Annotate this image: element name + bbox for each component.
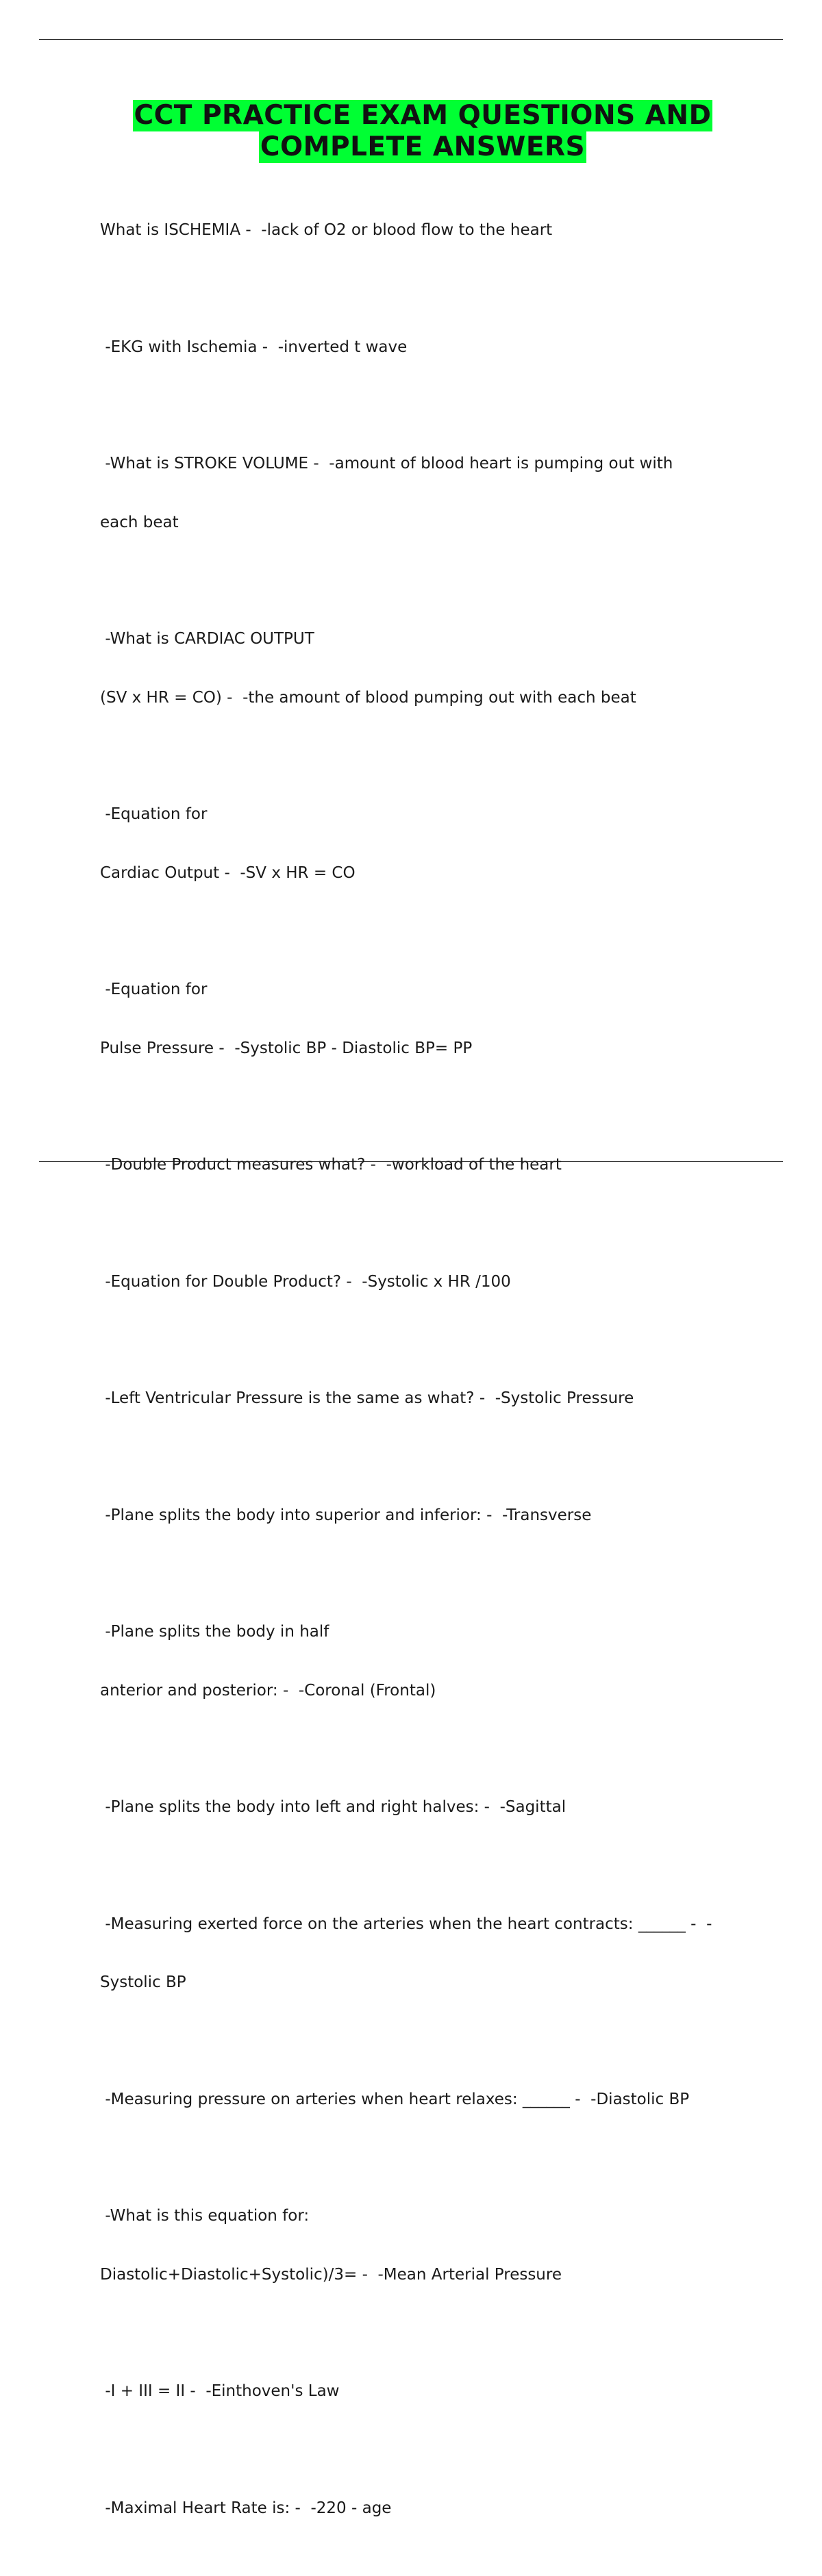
footer-rule [39,1161,783,1162]
qa-text: -Equation for [100,981,208,998]
qa-item-mean-arterial-pressure [100,2167,751,2323]
qa-item-sagittal-plane [100,1758,751,1856]
qa-text-continued: Cardiac Output - -SV x HR = CO [100,863,356,882]
qa-item-einthovens-law [100,2343,751,2440]
qa-text-continued: Pulse Pressure - -Systolic BP - Diastolic BP= PP [100,1039,473,1057]
qa-text: -What is this equation for: [100,2207,310,2225]
qa-text: -I + III = II - -Einthoven's Law [100,2382,340,2400]
header-rule [39,39,783,40]
qa-text: -Equation for [100,805,208,823]
document-title [68,100,777,163]
qa-item-double-product [100,1116,751,1214]
qa-item-cardiac-output [100,590,751,746]
qa-text: -Maximal Heart Rate is: - -220 - age [100,2499,392,2517]
qa-item-diastolic-bp [100,2051,751,2149]
qa-text-continued: each beat [100,513,179,531]
qa-text: -Double Product measures what? - -workload of the heart [100,1156,562,1174]
qa-item-cardiac-output-equation [100,766,751,922]
qa-text-continued: (SV x HR = CO) - -the amount of blood pumping out with each beat [100,688,636,707]
qa-text: -Plane splits the body into left and right halves: - -Sagittal [100,1798,566,1816]
title-line-2: COMPLETE ANSWERS [260,131,586,162]
qa-item-pulse-pressure-equation [100,941,751,1097]
qa-item-double-product-equation [100,1233,751,1331]
qa-item-maximal-heart-rate [100,2460,751,2558]
qa-item-systolic-bp [100,1876,751,2032]
qa-list [100,181,751,2576]
qa-item-stroke-volume [100,415,751,571]
qa-text: -Measuring exerted force on the arteries when the heart contracts: ______ - - [100,1915,712,1933]
qa-text-continued: anterior and posterior: - -Coronal (Frontal) [100,1681,436,1700]
title-line-1: CCT PRACTICE EXAM QUESTIONS AND [134,100,712,131]
qa-item-coronal-plane [100,1583,751,1739]
qa-text: -Equation for Double Product? - -Systolic x HR /100 [100,1272,511,1291]
qa-item-left-ventricular-pressure [100,1350,751,1448]
qa-item-transverse-plane [100,1467,751,1565]
qa-text: -Plane splits the body in half [100,1623,329,1641]
qa-text: -Left Ventricular Pressure is the same as what? - -Systolic Pressure [100,1389,634,1407]
qa-text: What is ISCHEMIA - -lack of O2 or blood flow to the heart [100,221,553,239]
qa-item-ischemia [100,181,751,279]
qa-item-ekg-ischemia [100,299,751,396]
qa-text: -What is CARDIAC OUTPUT [100,630,314,648]
qa-text-continued: Systolic BP [100,1973,186,1991]
qa-text: -EKG with Ischemia - -inverted t wave [100,338,408,356]
qa-text: -Plane splits the body into superior and inferior: - -Transverse [100,1506,592,1524]
qa-text-continued: Diastolic+Diastolic+Systolic)/3= - -Mean Arterial Pressure [100,2265,562,2284]
qa-text: -What is STROKE VOLUME - -amount of blood heart is pumping out with [100,455,673,472]
qa-text: -Measuring pressure on arteries when heart relaxes: ______ - -Diastolic BP [100,2090,690,2108]
